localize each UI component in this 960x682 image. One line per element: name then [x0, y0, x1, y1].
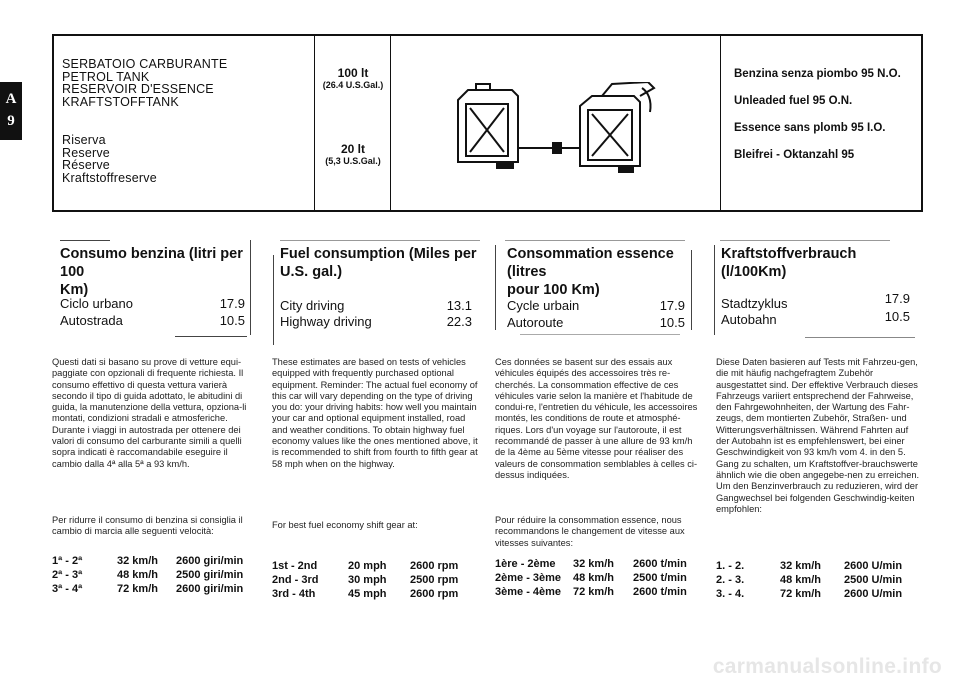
shift-table-it	[52, 554, 262, 598]
shift-speed: 30 mph	[348, 574, 387, 586]
shift-rpm: 2500 rpm	[410, 574, 459, 586]
divider	[273, 255, 274, 345]
consumption-heading-fr: Consommation essence (litres pour 100 Km)	[507, 246, 674, 298]
divider	[805, 337, 915, 338]
shift-table-fr	[495, 557, 710, 601]
reserve-capacity: 20 lt (5,3 U.S.Gal.)	[325, 142, 381, 166]
body-text-it: Questi dati si basano su prove di vetture equi-paggiate con opzionali di frequente richiesta. Il consumo effettivo di questa vettura varierà secondo il tipo di guida adottato, le abitudini di guida, la manutenzione della vettura, opziona-li montati, condizioni stradali e atmosferiche. Durante i viaggi in autostrada per ottenere dei valori di consumo del carburante simili a quelli sopra indicati è raccomandabile eseguire il cambio dalla 4ª alla 5ª a 93 km/h.	[52, 357, 247, 469]
section-tab-letter: A	[5, 91, 17, 107]
shift-gear: 2ème - 3ème	[495, 572, 562, 584]
shift-speed: 72 km/h	[780, 588, 821, 600]
consumption-label: Autobahn	[721, 312, 777, 327]
shift-intro-it: Per ridurre il consumo di benzina si consiglia il cambio di marcia alle seguenti velocità:	[52, 515, 243, 537]
shift-gear: 3rd - 4th	[272, 588, 316, 600]
section-tab	[0, 82, 22, 140]
table-divider	[314, 36, 315, 210]
fuel-type-de: Bleifrei - Oktanzahl 95	[734, 149, 855, 161]
consumption-value: 17.9	[884, 291, 910, 306]
shift-gear: 1ère - 2ème	[495, 558, 556, 570]
table-divider	[390, 36, 391, 210]
tank-capacity: 100 lt (26.4 U.S.Gal.)	[322, 66, 384, 90]
body-text-en: These estimates are based on tests of vehicles equipped with frequently purchased optional equipment. Reminder: The actual fuel economy of this car will vary depending on the type of driving you do: your driving habits: how well you maintain your car and optional equipment installed, road and weather conditions. To obtain highway fuel economy values like the ones mentioned above, it is recommended to shift from fourth to fifth gear at 58 mph when on the highway.	[272, 357, 478, 469]
consumption-label: Autoroute	[507, 315, 564, 330]
consumption-label: Stadtzyklus	[721, 296, 788, 311]
reserve-label: Riserva Reserve Réserve Kraftstoffreserve	[62, 133, 157, 185]
shift-rpm: 2600 giri/min	[176, 583, 244, 595]
shift-rpm: 2600 rpm	[410, 560, 459, 572]
consumption-heading-it: Consumo benzina (litri per 100 Km)	[60, 246, 243, 298]
shift-gear: 2. - 3.	[716, 574, 745, 586]
shift-rpm: 2500 giri/min	[176, 569, 244, 581]
fuel-can-illustration	[452, 82, 662, 180]
shift-speed: 32 km/h	[780, 560, 821, 572]
shift-rpm: 2600 t/min	[633, 586, 687, 598]
consumption-value: 17.9	[659, 298, 685, 313]
shift-intro-fr: Pour réduire la consommation essence, nous recommandons le changement de vitesse aux vitesses suivantes:	[495, 515, 685, 548]
consumption-value: 17.9	[219, 296, 245, 311]
shift-gear: 3ème - 4ème	[495, 586, 562, 598]
shift-intro-en: For best fuel economy shift gear at:	[272, 520, 418, 530]
divider	[250, 240, 251, 335]
consumption-value: 10.5	[884, 309, 910, 324]
consumption-value: 13.1	[446, 298, 472, 313]
consumption-heading-de: Kraftstoffverbrauch (l/100Km)	[721, 246, 857, 280]
consumption-value: 10.5	[659, 315, 685, 330]
consumption-label: Cycle urbain	[507, 298, 580, 313]
shift-speed: 45 mph	[348, 588, 387, 600]
divider	[175, 336, 247, 337]
shift-gear: 1st - 2nd	[272, 560, 318, 572]
fuel-type-it: Benzina senza piombo 95 N.O.	[734, 68, 901, 80]
shift-speed: 72 km/h	[117, 583, 158, 595]
divider	[714, 245, 715, 335]
divider	[505, 240, 685, 241]
shift-speed: 48 km/h	[573, 572, 614, 584]
shift-gear: 2nd - 3rd	[272, 574, 319, 586]
consumption-label: Highway driving	[280, 314, 372, 329]
tank-label: SERBATOIO CARBURANTE PETROL TANK RESERVOIR D'ESSENCE KRAFTSTOFFTANK	[62, 57, 228, 109]
consumption-label: Autostrada	[60, 313, 123, 328]
shift-speed: 48 km/h	[780, 574, 821, 586]
shift-gear: 1ª - 2ª	[52, 555, 83, 567]
shift-speed: 32 km/h	[573, 558, 614, 570]
shift-table-de	[716, 559, 931, 603]
divider	[520, 334, 680, 335]
shift-rpm: 2600 giri/min	[176, 555, 244, 567]
shift-gear: 2ª - 3ª	[52, 569, 83, 581]
consumption-value: 10.5	[219, 313, 245, 328]
section-tab-number: 9	[7, 113, 15, 129]
divider	[280, 240, 480, 241]
body-text-fr: Ces données se basent sur des essais aux véhicules équipés des accessoires très re-cherchés. La consommation effective de ces véhicules varie selon la manière et l'habitude de condui-re, l'entretien du véhicule, les accessoires montés, les conditions de route et atmosphé-riques. Lors d'un voyage sur l'autoroute, il est recommandé de passer à une allure de 93 km/h de la 4ème au 5ème vitesse pour réaliser des valeurs de consommation semblables à celles ci-dessus indiquées.	[495, 357, 698, 480]
fuel-type-en: Unleaded fuel 95 O.N.	[734, 95, 853, 107]
body-text-de: Diese Daten basieren auf Tests mit Fahrzeu-gen, die mit häufig nachgefragtem Zubehör ausgestattet sind. Der effektive Verbrauch dieses Fahrzeugs variiert entsprechend der Fahrweise, den Fahrgewohnheiten, der Wartung des Fahr-zeugs, dem montierten Zubehör, Straßen- und Witterungsverhältnissen. Während Fahrten auf der Autobahn ist es empfehlenswert, bei einer Geschwindigkeit von 93 km/h vom 4. in den 5. Gang zu schalten, um Kraftstoffver-brauchswerte ähnlich wie die oben angegebe-nen zu erreichen. Um den Benzinverbrauch zu reduzieren, wird der Gangwechsel bei folgenden Geschwindig-keiten empfohlen:	[716, 357, 920, 514]
shift-gear: 3ª - 4ª	[52, 583, 83, 595]
watermark: carmanualsonline.info	[712, 655, 942, 678]
shift-speed: 32 km/h	[117, 555, 158, 567]
divider	[495, 245, 496, 330]
consumption-heading-en: Fuel consumption (Miles per U.S. gal.)	[280, 246, 477, 280]
shift-rpm: 2600 t/min	[633, 558, 687, 570]
shift-rpm: 2600 U/min	[844, 588, 903, 600]
consumption-value: 22.3	[446, 314, 472, 329]
table-divider	[720, 36, 721, 210]
fuel-type-fr: Essence sans plomb 95 I.O.	[734, 122, 886, 134]
shift-speed: 20 mph	[348, 560, 387, 572]
divider	[720, 240, 890, 241]
divider	[60, 240, 110, 241]
consumption-label: Ciclo urbano	[60, 296, 133, 311]
shift-rpm: 2600 U/min	[844, 560, 903, 572]
shift-speed: 48 km/h	[117, 569, 158, 581]
shift-table-en	[272, 559, 482, 603]
shift-gear: 3. - 4.	[716, 588, 745, 600]
fuel-spec-table	[52, 34, 923, 212]
consumption-label: City driving	[280, 298, 345, 313]
shift-speed: 72 km/h	[573, 586, 614, 598]
shift-rpm: 2500 U/min	[844, 574, 903, 586]
shift-gear: 1. - 2.	[716, 560, 745, 572]
shift-rpm: 2600 rpm	[410, 588, 459, 600]
shift-rpm: 2500 t/min	[633, 572, 687, 584]
